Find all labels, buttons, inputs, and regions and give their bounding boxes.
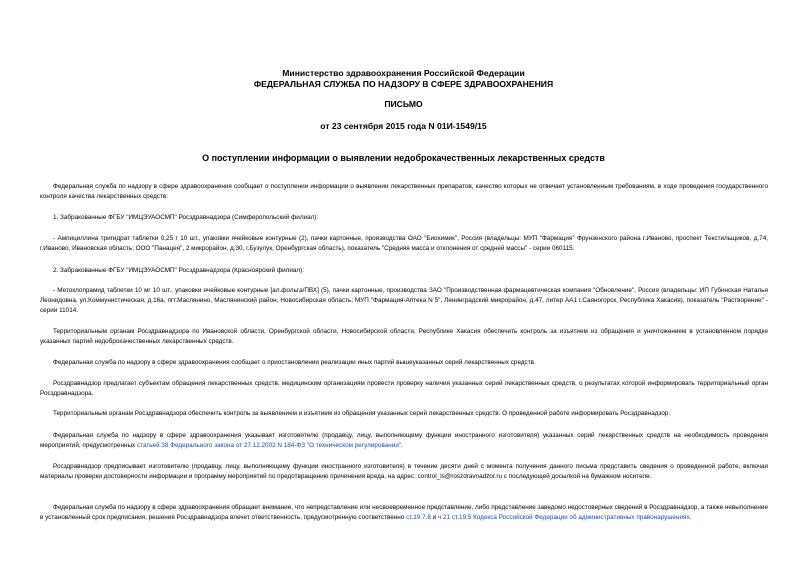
- paragraph-item-2-detail: - Метоклопрамид таблетки 10 мг 10 шт., упаковки ячейковые контурные [ал.фольга/ПВХ] (5), пачки картонные, производства ЗАО "Производственная фармацевтическая компания "Обновление", Россия (владельцы: ИП Губинская Наталья Леонидовна, ул.Коммунистическая, д.16а, пгт.Маслянино, Маслянинский район, Новосибирская область; МУП "Фармация-Аптека N 5", Ленинградский микрорайон, д.47, литер АА1 г.Саяногорск, Республика Хакасия), показатель "Растворение" - серии 11014.: [40, 287, 768, 314]
- paragraph-item-1-heading: 1. Забракованные ФГБУ "ИМЦЭУАОСМП" Росздравнадзора (Симферопольский филиал):: [53, 214, 319, 221]
- measures-end: .: [401, 442, 403, 449]
- document-date-number: от 23 сентября 2015 года N 01И-1549/15: [320, 121, 487, 131]
- paragraph-liability: [40, 503, 768, 523]
- paragraph-territorial-control: Территориальным органам Росздравнадзора по Ивановской области, Оренбургской области, Новосибирской области, Республике Хакасия обеспечить контроль за изъятием из обращения и уничтожением в установленном порядке указанных партий недоброкачественных лекарственных средств.: [40, 328, 768, 345]
- paragraph-suspension: Федеральная служба по надзору в сфере здравоохранения сообщает о приостановлении реализации иных партий вышеуказанных серий лекарственных средств.: [53, 359, 536, 366]
- liability-end: .: [689, 514, 692, 521]
- paragraph-withdrawal-control: Территориальным органам Росздравнадзора обеспечить контроль за выявлением и изъятием из обращения указанных серий лекарственных средств. О проведенной работе информировать Росздравнадзор.: [53, 410, 671, 417]
- paragraph-manufacturer-measures: [40, 431, 768, 451]
- measures-text: Федеральная служба по надзору в сфере здравоохранения указывает изготовителю (продавцу, лицу, выполняющему функции иностранного изготовителя) указанных серий лекарственных средств на необходимость проведения мероприятий, предусмотренных: [40, 432, 768, 449]
- paragraph-item-2-heading: 2. Забракованные ФГБУ "ИМЦЭУАОСМП" Росздравнадзора (Красноярский филиал):: [53, 267, 304, 274]
- service-title: ФЕДЕРАЛЬНАЯ СЛУЖБА ПО НАДЗОРУ В СФЕРЕ ЗДРАВООХРАНЕНИЯ: [253, 79, 554, 89]
- paragraph-intro: Федеральная служба по надзору в сфере здравоохранения сообщает о поступлении информации о выявлении лекарственных препаратов, качество которых не отвечает установленным требованиям, в ходе проведения государственного контроля качества лекарственных средств:: [40, 183, 768, 200]
- koap-19-5-link[interactable]: ч.21 ст.19.5 Кодекса Российской Федерации об административных правонарушениях: [437, 514, 690, 521]
- paragraph-prescription: Росздравнадзор предписывает изготовителю (продавцу, лицу, выполняющему функции иностранного изготовителя) в течение десяти дней с момента получения данного письма представить сведения о проведенной работе, включая материалы проверки достоверности информации и программу мероприятий по предотвращению причинения вреда, на адрес: control_ls@roszdravnadzor.ru с последующей досылкой на бумажном носителе.: [40, 463, 768, 480]
- ministry-title: Министерство здравоохранения Российской Федерации: [282, 68, 525, 78]
- paragraph-check-proposal: Росздравнадзор предлагает субъектам обращения лекарственных средств, медицинским организациям провести проверку наличия указанных серий лекарственных средств, о результатах которой информировать территориальный орган Росздравнадзора.: [40, 380, 768, 397]
- koap-19-7-8-link[interactable]: ст.19.7.8: [406, 514, 431, 521]
- document-subject: О поступлении информации о выявлении недоброкачественных лекарственных средств: [202, 153, 605, 163]
- paragraph-item-1-detail: - Ампициллина тригидрат таблетки 0,25 г 10 шт., упаковки ячейковые контурные (2), пачки картонные, производства ОАО "Биохимик", Россия (владельцы: МУП "Фармация" Фрунзенского района г.Иваново, проспект Текстильщиков, д.74, г.Иваново, Ивановская область; ООО "Панацея", 2 микрорайон, д.30, г.Бузулук, Оренбургская область), показатель "Средняя масса и отклонения от средней массы" - серии 060115.: [40, 235, 768, 252]
- liability-conjunction: и: [430, 514, 438, 521]
- liability-text: Федеральная служба по надзору в сфере здравоохранения обращает внимание, что непредставление или несвоевременное представление, либо представление заведомо недостоверных сведений в Росздравнадзор, а также невыполнение в установленный срок предписания, решения Росздравнадзора влечет ответственность, предусмотренную соответственно: [40, 504, 768, 521]
- document-type: ПИСЬМО: [384, 99, 423, 109]
- law-184-fz-link[interactable]: статьей 38 Федерального закона от 27.12.2002 N 184-ФЗ "О техническом регулировании": [136, 442, 402, 449]
